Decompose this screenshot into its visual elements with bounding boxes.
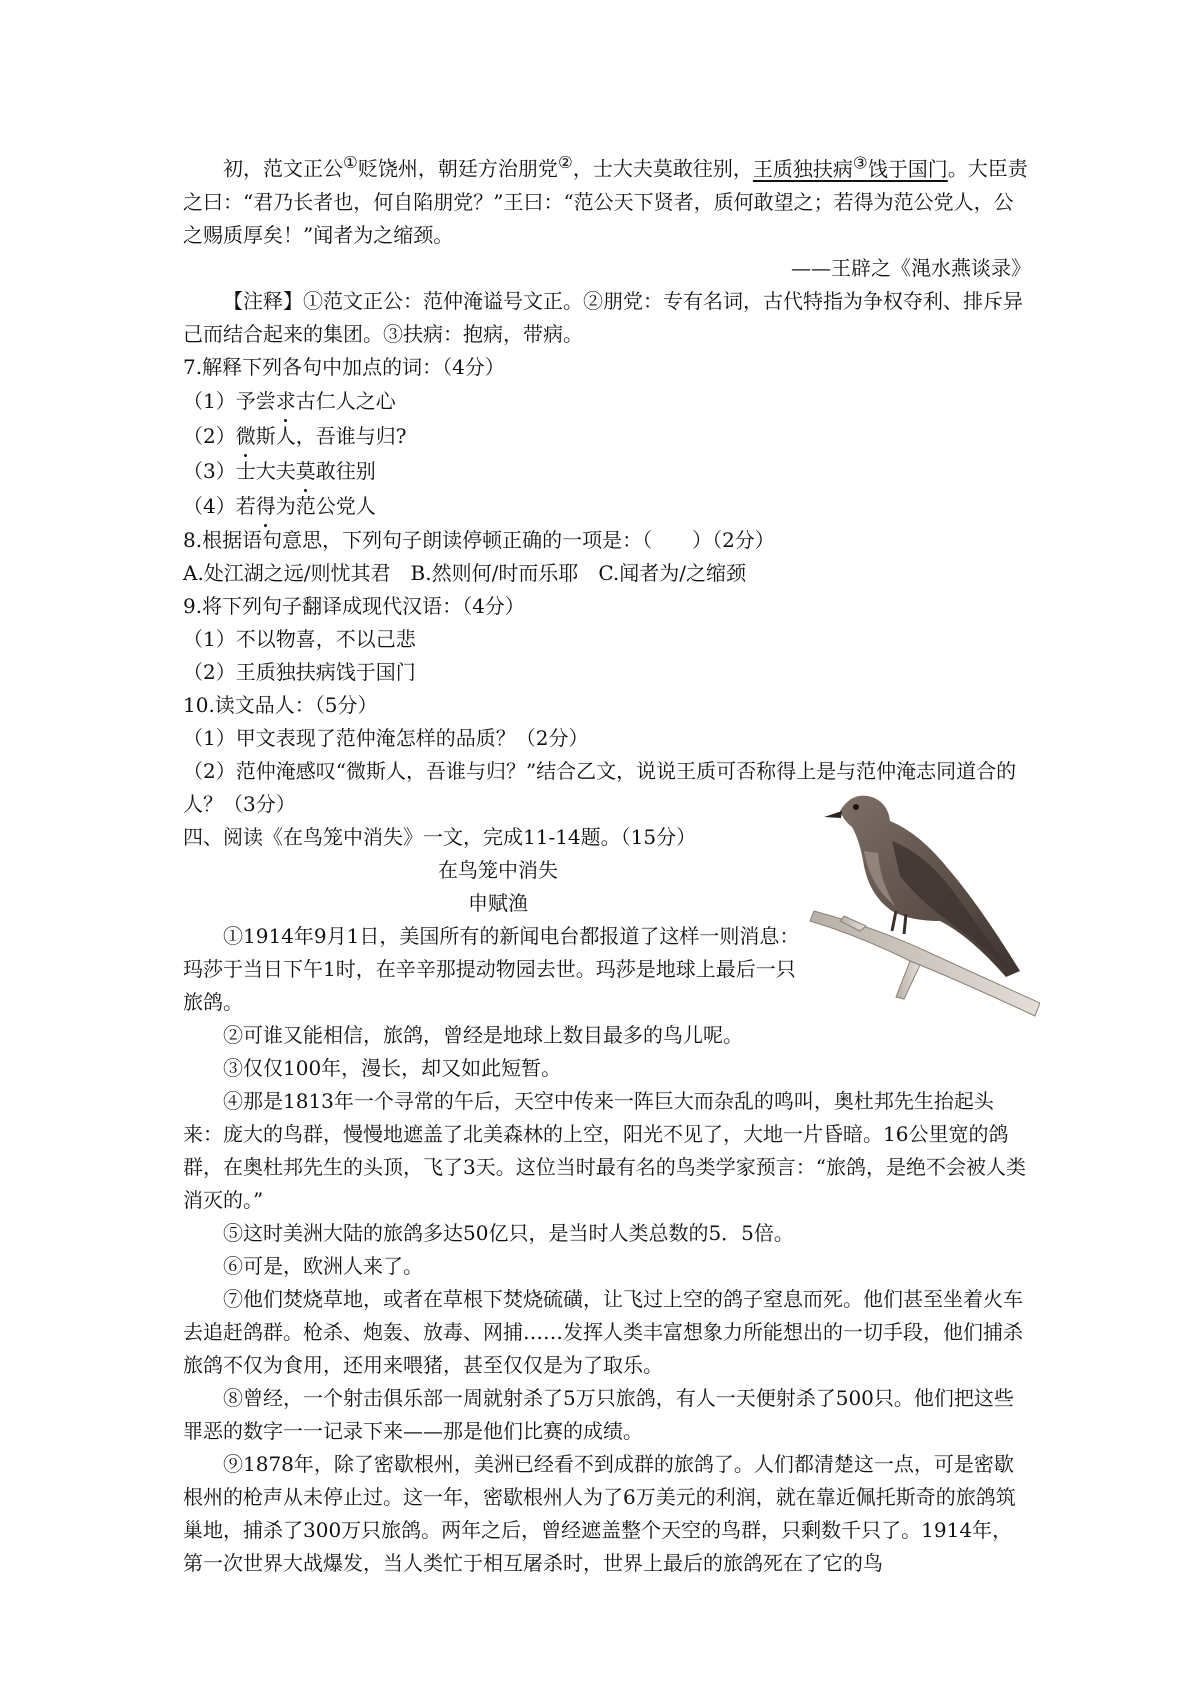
dotted-word: 求 xyxy=(276,384,296,419)
question-9-item: （2）王质独扶病饯于国门 xyxy=(183,659,416,684)
footnote-marker: ② xyxy=(557,153,573,172)
article-title: 在鸟笼中消失 xyxy=(438,857,558,882)
bird-beak xyxy=(824,811,842,818)
dotted-word: 微 xyxy=(236,419,256,454)
passage-text: 。大臣责之曰：“君乃长者也，何自陷朋党？”王曰：“范公天下贤者，质何敢望之；若得为范公党人，公之赐质厚矣！”闻者为之缩颈。 xyxy=(183,156,1028,247)
passage-notes: 【注释】①范文正公：范仲淹谥号文正。②朋党：专有名词，古代特指为争权夺利、排斥异己而结合起来的集团。③扶病：抱病，带病。 xyxy=(183,288,1023,346)
underlined-phrase: 王质独扶病 xyxy=(752,156,853,181)
item-text: 为范公党人 xyxy=(275,493,376,518)
question-7-item xyxy=(183,454,1031,489)
article-paragraph: ②可谁又能相信，旅鸽，曾经是地球上数目最多的鸟儿呢。 xyxy=(223,1022,743,1047)
question-10-item: （2）范仲淹感叹“微斯人，吾谁与归？”结合乙文，说说王质可否称得上是与范仲淹志同道合的人？（3分） xyxy=(183,758,1017,816)
question-7-item xyxy=(183,419,1031,454)
question-7-item xyxy=(183,489,1031,524)
item-text: 古仁人之心 xyxy=(295,388,396,413)
footnote-marker: ① xyxy=(343,153,358,172)
bird-eye xyxy=(853,804,859,810)
underlined-phrase: 饯于国门 xyxy=(867,156,948,181)
question-8-title: 8.根据语句意思，下列句子朗读停顿正确的一项是：（ ）（2分） xyxy=(183,527,775,552)
passage-text: ，士大夫莫敢往别， xyxy=(572,156,753,181)
passage-b-text xyxy=(183,146,1031,252)
passage-source: ——王辟之《渑水燕谈录》 xyxy=(791,255,1031,280)
question-10-item: （1）甲文表现了范仲淹怎样的品质？（2分） xyxy=(183,725,589,750)
question-10-title: 10.读文品人：（5分） xyxy=(183,692,378,717)
article-paragraph: ⑨1878年，除了密歇根州，美洲已经看不到成群的旅鸽了。人们都清楚这一点，可是密歇根州的枪声从未停止过。这一年，密歇根州人为了6万美元的利润，就在靠近佩托斯奇的旅鸽筑巢地，捕杀了300万只旅鸽。两年之后，曾经遮盖整个天空的鸟群，只剩数千只了。1914年，第一次世界大战爆发，当人类忙于相互屠杀时，世界上最后的旅鸽死在了它的鸟 xyxy=(183,1451,1016,1575)
question-7-title: 7.解释下列各句中加点的词：（4分） xyxy=(183,354,505,379)
item-text: （1）予尝 xyxy=(183,388,276,413)
item-text: （4）若 xyxy=(183,493,256,518)
question-9-title: 9.将下列句子翻译成现代汉语：（4分） xyxy=(183,593,525,618)
article-paragraph: ③仅仅100年，漫长，却又如此短暂。 xyxy=(223,1055,562,1080)
article-author: 申赋渔 xyxy=(468,890,528,915)
item-text: （2） xyxy=(183,423,236,448)
item-text: 敢往别 xyxy=(315,458,376,483)
article-paragraph: ⑦他们焚烧草地，或者在草根下焚烧硫磺，让飞过上空的鸽子窒息而死。他们甚至坐着火车去追赶鸽群。枪杀、炮轰、放毒、网捕……发挥人类丰富想象力所能想出的一切手段，他们捕杀旅鸽不仅为食用，还用来喂猪，甚至仅仅是为了取乐。 xyxy=(183,1286,1023,1377)
pigeon-illustration xyxy=(800,771,1040,1021)
question-9-item: （1）不以物喜，不以己悲 xyxy=(183,626,416,651)
item-text: 斯人，吾谁与归? xyxy=(255,423,407,448)
passage-text: 初，范文正公 xyxy=(223,156,343,181)
article-paragraph: ④那是1813年一个寻常的午后，天空中传来一阵巨大而杂乱的鸣叫，奥杜邦先生抬起头来：庞大的鸟群，慢慢地遮盖了北美森林的上空，阳光不见了，大地一片昏暗。16公里宽的鸽群，在奥杜邦先生的头顶，飞了3天。这位当时最有名的鸟类学家预言：“旅鸽，是绝不会被人类消灭的。” xyxy=(183,1088,1026,1212)
dotted-word: 莫 xyxy=(296,454,316,489)
article-paragraph: ①1914年9月1日，美国所有的新闻电台都报道了这样一则消息：玛莎于当日下午1时，在辛辛那提动物园去世。玛莎是地球上最后一只旅鸽。 xyxy=(183,923,800,1014)
footnote-marker: ③ xyxy=(852,153,868,172)
passage-text: 贬饶州，朝廷方治朋党 xyxy=(357,156,558,181)
article-paragraph: ⑧曾经，一个射击俱乐部一周就射杀了5万只旅鸽，有人一天便射杀了500只。他们把这些罪恶的数字一一记录下来——那是他们比赛的成绩。 xyxy=(183,1385,1014,1443)
underlined-text xyxy=(752,153,948,181)
item-text: （3）士大夫 xyxy=(183,458,296,483)
question-8-options: A.处江湖之远/则忧其君 B.然则何/时而乐耶 C.闻者为/之缩颈 xyxy=(183,560,747,585)
question-7-item xyxy=(183,384,1031,419)
article-paragraph: ⑤这时美洲大陆的旅鸽多达50亿只，是当时人类总数的5．5倍。 xyxy=(223,1220,794,1245)
dotted-word: 得 xyxy=(256,489,276,524)
section-4-heading: 四、阅读《在鸟笼中消失》一文，完成11-14题。（15分） xyxy=(183,824,697,849)
article-paragraph: ⑥可是，欧洲人来了。 xyxy=(223,1253,423,1278)
